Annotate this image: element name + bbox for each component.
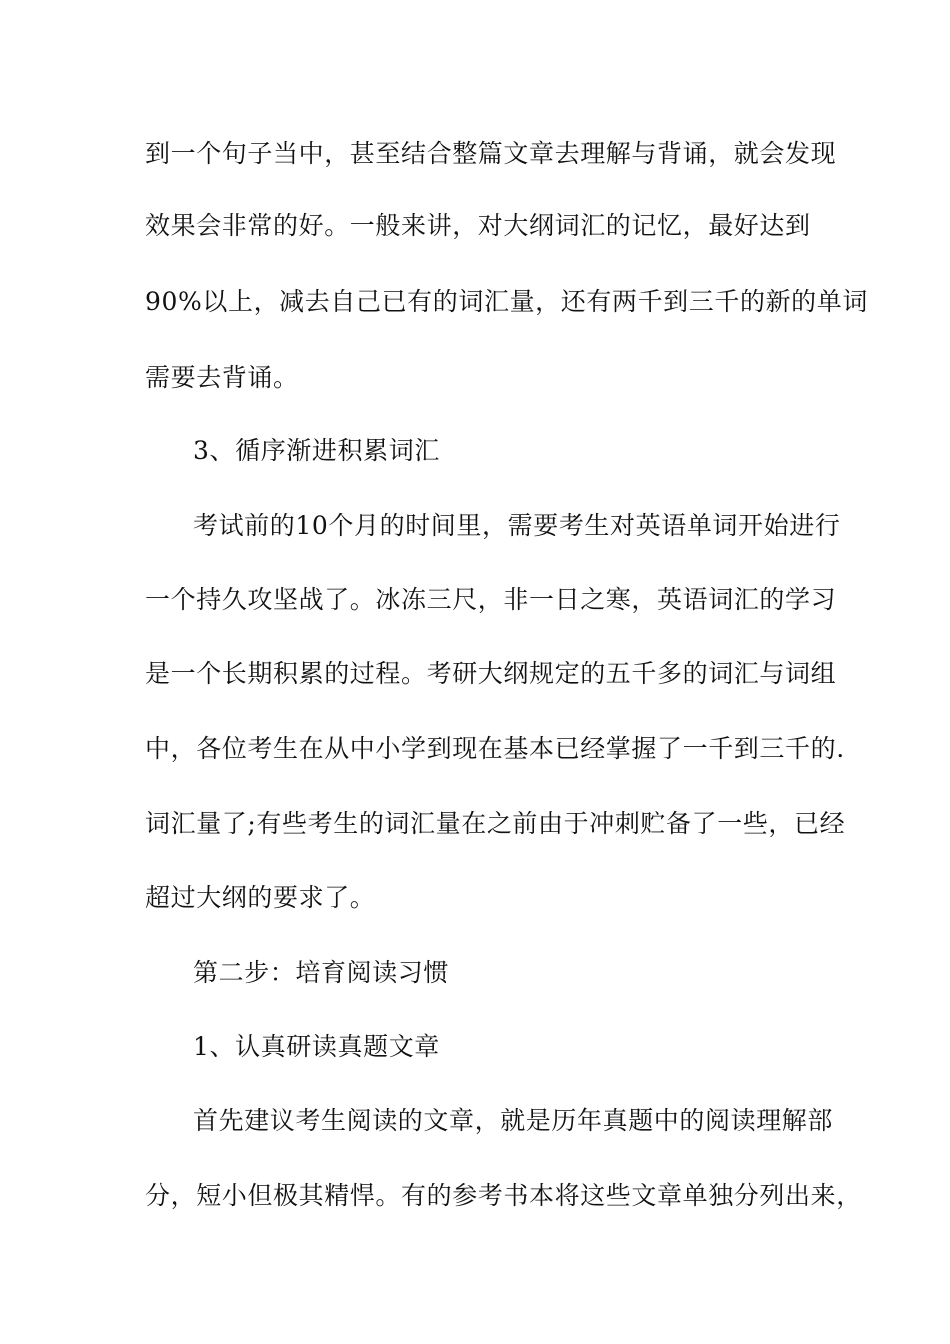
- text-line: 90%以上，减去自己已有的词汇量，还有两千到三千的新的单词: [145, 287, 868, 316]
- text-line: 分，短小但极其精悍。有的参考书本将这些文章单独分列出来，: [145, 1181, 862, 1210]
- text-line: 词汇量了;有些考生的词汇量在之前由于冲刺贮备了一些，已经: [145, 809, 846, 838]
- text-line: 效果会非常的好。一般来讲，对大纲词汇的记忆，最好达到: [145, 211, 811, 240]
- step-heading: 第二步：培育阅读习惯: [193, 958, 450, 987]
- text-line: 到一个句子当中，甚至结合整篇文章去理解与背诵，就会发现: [145, 139, 837, 168]
- paragraph-first-line: 首先建议考生阅读的文章，就是历年真题中的阅读理解部: [193, 1106, 834, 1135]
- text-line: 中，各位考生在从中小学到现在基本已经掌握了一千到三千的.: [145, 734, 845, 763]
- section-heading: 3、循序渐进积累词汇: [193, 436, 440, 465]
- paragraph-first-line: 考试前的10个月的时间里，需要考生对英语单词开始进行: [193, 511, 841, 540]
- text-line: 超过大纲的要求了。: [145, 883, 376, 912]
- section-heading: 1、认真研读真题文章: [193, 1032, 440, 1061]
- text-line: 需要去背诵。: [145, 363, 299, 392]
- text-line: 是一个长期积累的过程。考研大纲规定的五千多的词汇与词组: [145, 659, 837, 688]
- text-line: 一个持久攻坚战了。冰冻三尺，非一日之寒，英语词汇的学习: [145, 585, 837, 614]
